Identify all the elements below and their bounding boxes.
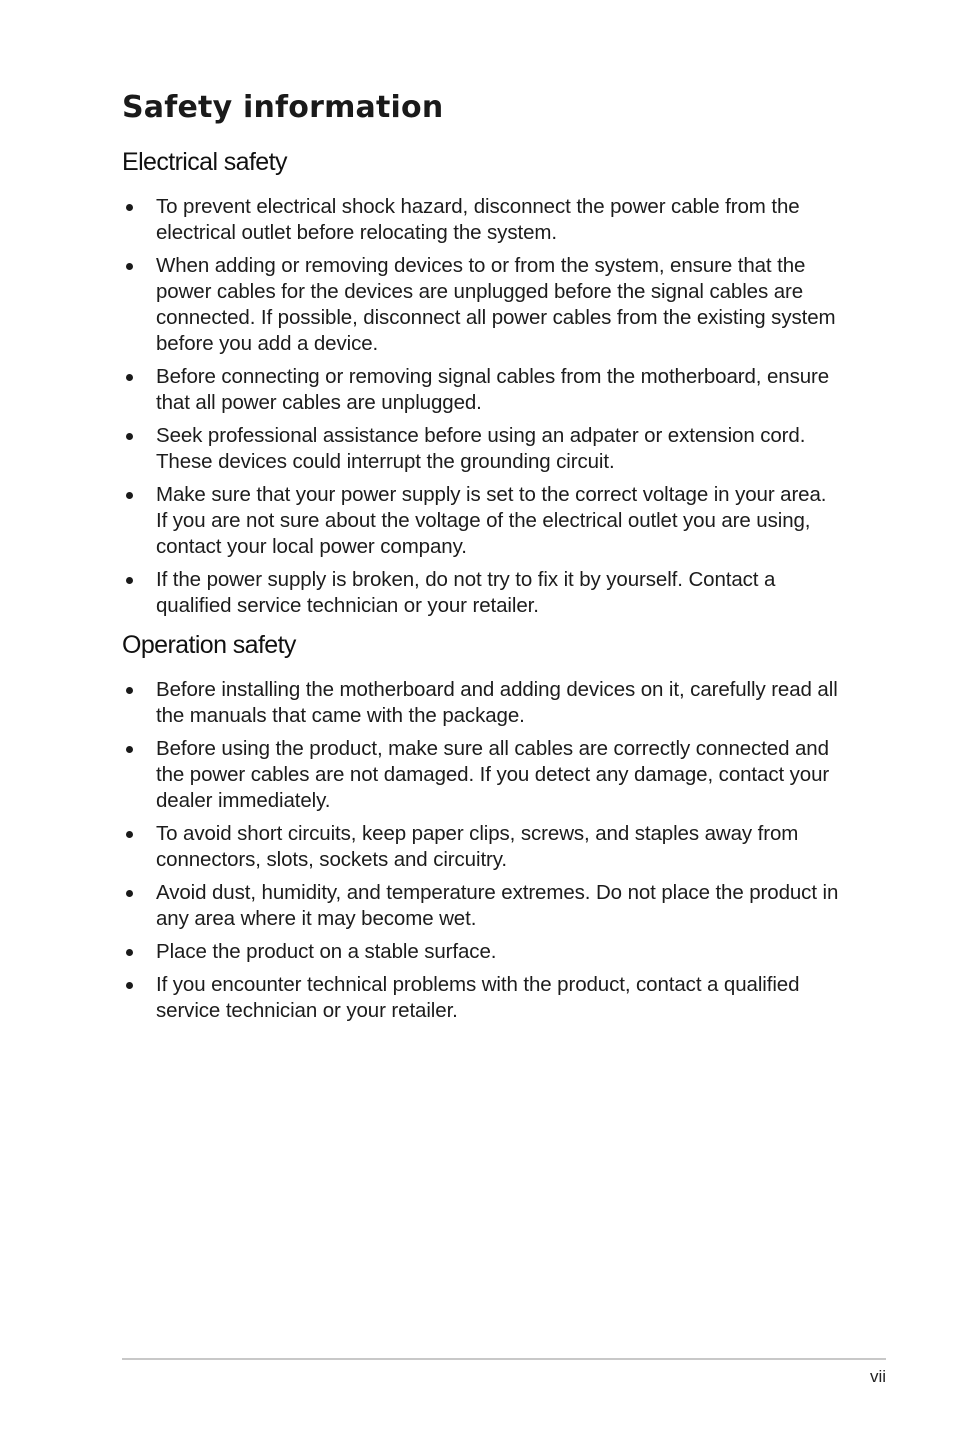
bullet-icon <box>126 374 133 381</box>
bullet-icon <box>126 982 133 989</box>
bullet-icon <box>126 263 133 270</box>
footer-divider <box>122 1358 886 1360</box>
bullet-icon <box>126 831 133 838</box>
list-item <box>122 482 842 560</box>
list-item-text: Before connecting or removing signal cables from the motherboard, ensure that all power cables are unplugged. <box>156 365 830 414</box>
list-item-text: To prevent electrical shock hazard, disconnect the power cable from the electrical outlet before relocating the system. <box>156 195 800 244</box>
list-item-text: Seek professional assistance before using an adpater or extension cord. These devices could interrupt the grounding circuit. <box>156 424 806 473</box>
bullet-icon <box>126 492 133 499</box>
list-item <box>122 364 842 416</box>
bullet-icon <box>126 577 133 584</box>
operation-safety-list <box>122 677 842 1024</box>
list-item <box>122 880 842 932</box>
list-item <box>122 972 842 1024</box>
bullet-icon <box>126 890 133 897</box>
list-item <box>122 194 842 246</box>
list-item-text: Before using the product, make sure all cables are correctly connected and the power cables are not damaged. If you detect any damage, contact your dealer immediately. <box>156 737 830 812</box>
bullet-icon <box>126 204 133 211</box>
list-item-text: If the power supply is broken, do not try to fix it by yourself. Contact a qualified service technician or your retailer. <box>156 568 776 617</box>
bullet-icon <box>126 433 133 440</box>
electrical-safety-section <box>122 144 842 626</box>
bullet-icon <box>126 949 133 956</box>
list-item <box>122 677 842 729</box>
electrical-safety-list <box>122 194 842 619</box>
list-item <box>122 423 842 475</box>
list-item-text: Avoid dust, humidity, and temperature extremes. Do not place the product in any area where it may become wet. <box>156 881 839 930</box>
list-item-text: If you encounter technical problems with the product, contact a qualified service technician or your retailer. <box>156 973 800 1022</box>
list-item <box>122 821 842 873</box>
list-item-text: Make sure that your power supply is set to the correct voltage in your area. If you are not sure about the voltage of the electrical outlet you are using, contact your local power company. <box>156 483 827 558</box>
page-number: vii <box>869 1367 886 1386</box>
bullet-icon <box>126 687 133 694</box>
list-item <box>122 736 842 814</box>
operation-safety-section <box>122 627 842 1031</box>
list-item-text: Place the product on a stable surface. <box>156 940 497 963</box>
section-heading-operation-safety: Operation safety <box>122 631 296 659</box>
list-item-text: When adding or removing devices to or from the system, ensure that the power cables for the devices are unplugged before the signal cables are connected. If possible, disconnect all power cables from the existing system before you add a device. <box>156 254 836 355</box>
list-item <box>122 567 842 619</box>
list-item <box>122 253 842 357</box>
bullet-icon <box>126 746 133 753</box>
list-item-text: Before installing the motherboard and adding devices on it, carefully read all the manuals that came with the package. <box>156 678 838 727</box>
list-item <box>122 939 842 965</box>
section-heading-electrical-safety: Electrical safety <box>122 148 287 176</box>
list-item-text: To avoid short circuits, keep paper clips, screws, and staples away from connectors, slots, sockets and circuitry. <box>156 822 799 871</box>
page-title: Safety information <box>122 90 444 125</box>
